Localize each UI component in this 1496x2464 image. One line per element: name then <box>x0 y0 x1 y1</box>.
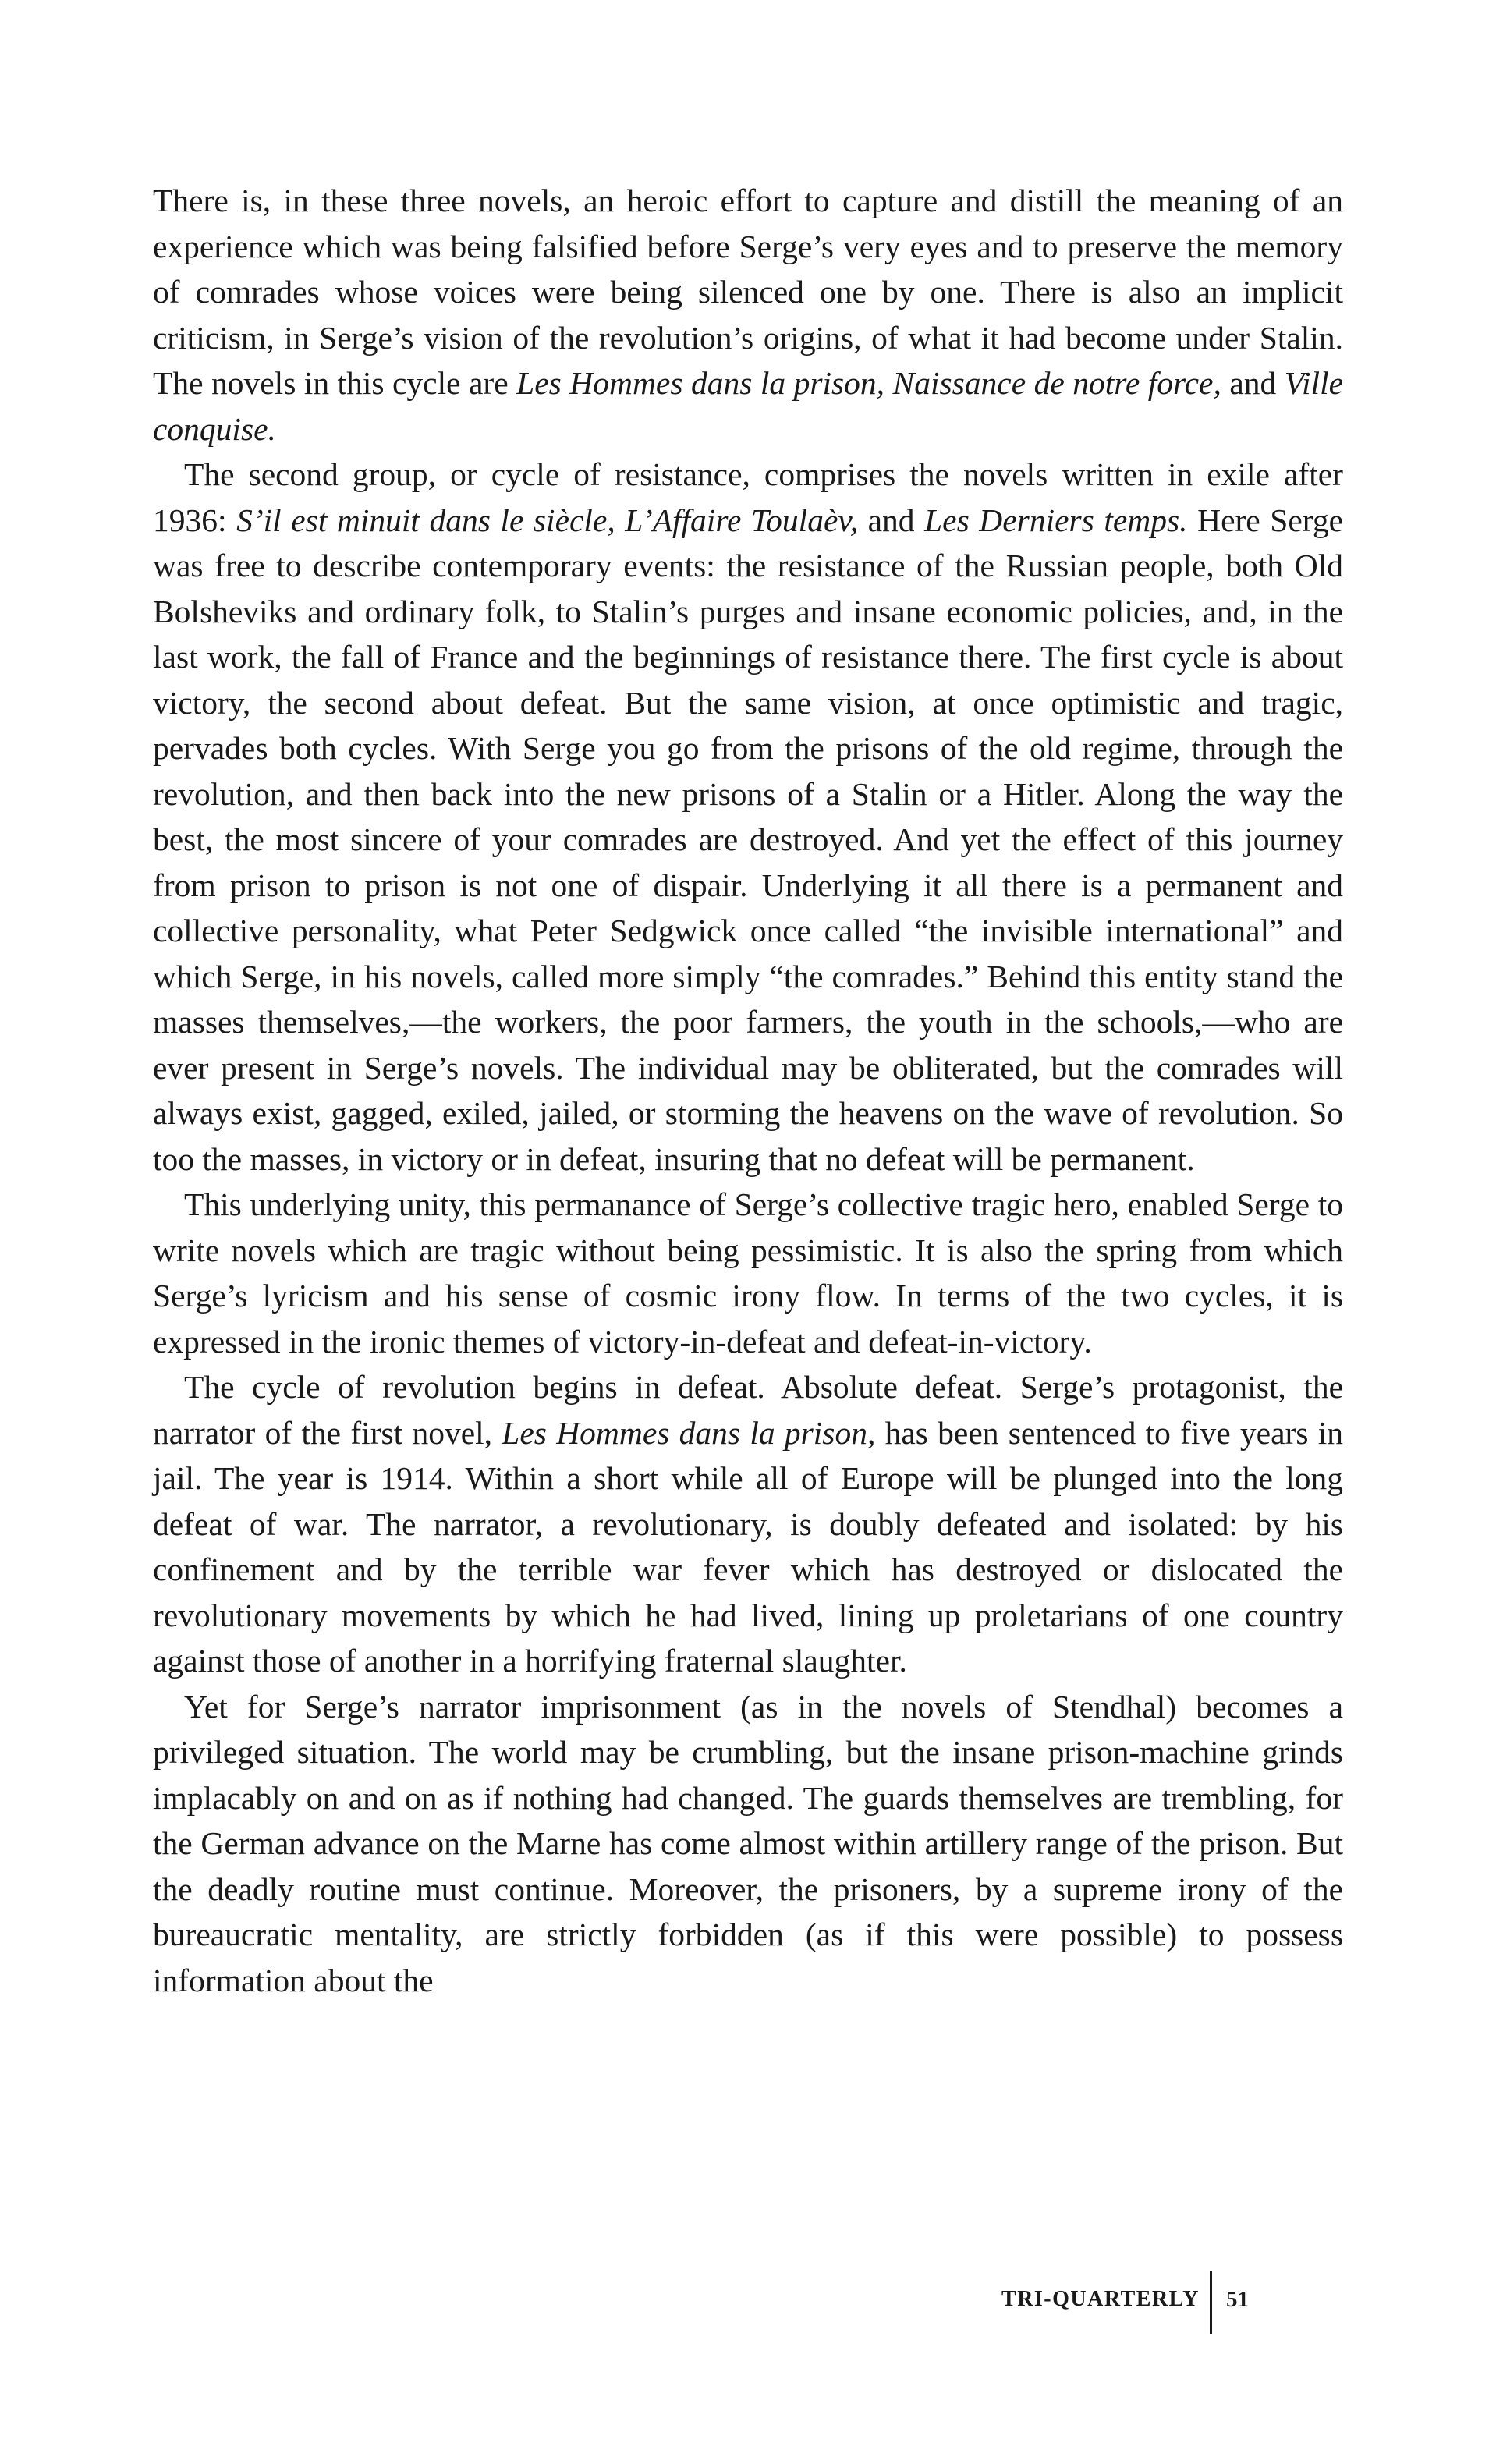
paragraph-text: Here Serge was free to describe contemporary events: the resistance of the Russian people, both Old Bolsheviks and ordinary folk, to Stalin’s purges and insane economic policies, and, in the last work, the fall of France and the beginnings of resistance there. The first cycle is about victory, the second about defeat. But the same vision, at once optimistic and tragic, pervades both cycles. With Serge you go from the prisons of the old regime, through the revolution, and then back into the new prisons of a Stalin or a Hitler. Along the way the best, the most sincere of your comrades are destroyed. And yet the effect of this journey from prison to prison is not one of dispair. Underlying it all there is a permanent and collective personality, what Peter Sedgwick once called “the invisible international” and which Serge, in his novels, called more simply “the comrades.” Behind this entity stand the masses themselves,—the workers, the poor farmers, the youth in the schools,—who are ever present in Serge’s novels. The individual may be obliterated, but the comrades will always exist, gagged, exiled, jailed, or storming the heavens on the wave of revolution. So too the masses, in victory or in defeat, insuring that no defeat will be permanent. <box>153 502 1344 1177</box>
journal-name: TRI-QUARTERLY <box>1001 2287 1200 2311</box>
novel-title: Les Hommes dans la prison, Naissance de notre force, <box>516 365 1221 401</box>
paragraph-text: and <box>1221 365 1285 401</box>
paragraph-text: This underlying unity, this permanance of Serge’s collective tragic hero, enabled Serge to write novels which are tragic without being pessimistic. It is also the spring from which Serge’s lyricism and his sense of cosmic irony flow. In terms of the two cycles, it is expressed in the ironic themes of victory-in-defeat and defeat-in-victory. <box>153 1186 1343 1360</box>
paragraph <box>153 1684 1343 2004</box>
paragraph-text: has been sentenced to five years in jail. The year is 1914. Within a short while all of Europe will be plunged into the long defeat of war. The narrator, a revolutionary, is doubly defeated and isolated: by his confinement and by the terrible war fever which has destroyed or dislocated the revolutionary movements by which he had lived, lining up proletarians of one country against those of another in a horrifying fraternal slaughter. <box>153 1414 1343 1679</box>
footer-divider <box>1210 2271 1212 2334</box>
paragraph-text: The cycle of revolution begins in defeat. Absolute defeat. Serge’s protagonist, the narrator of the first novel, <box>153 1369 1343 1451</box>
paragraph <box>153 452 1343 1182</box>
novel-title: Ville conquise. <box>153 365 1344 447</box>
novel-title: Les Hommes dans la prison, <box>502 1414 876 1451</box>
paragraph-text: The second group, or cycle of resistance, comprises the novels written in exile after 1936: <box>153 456 1343 538</box>
paragraph-text: There is, in these three novels, an heroic effort to capture and distill the meaning of an experience which was being falsified before Serge’s very eyes and to preserve the memory of comrades whose voices were being silenced one by one. There is also an implicit criticism, in Serge’s vision of the revolution’s origins, of what it had become under Stalin. The novels in this cycle are <box>153 183 1343 401</box>
novel-title: S’il est minuit dans le siècle, L’Affaire Toulaèv, <box>236 502 859 538</box>
paragraph <box>153 1182 1343 1364</box>
novel-title: Les Derniers temps. <box>924 502 1188 538</box>
article-body <box>153 178 1343 2003</box>
paragraph <box>153 178 1343 452</box>
page-number: 51 <box>1226 2287 1249 2312</box>
paragraph-text: and <box>858 502 925 538</box>
paragraph-text: Yet for Serge’s narrator imprisonment (as in the novels of Stendhal) becomes a privileged situation. The world may be crumbling, but the insane prison-machine grinds implacably on and on as if nothing had changed. The guards themselves are trembling, for the German advance on the Marne has come almost within artillery range of the prison. But the deadly routine must continue. Moreover, the prisoners, by a supreme irony of the bureaucratic mentality, are strictly forbidden (as if this were possible) to possess information about the <box>153 1688 1343 1998</box>
running-footer <box>936 2271 1279 2334</box>
paragraph <box>153 1364 1343 1684</box>
